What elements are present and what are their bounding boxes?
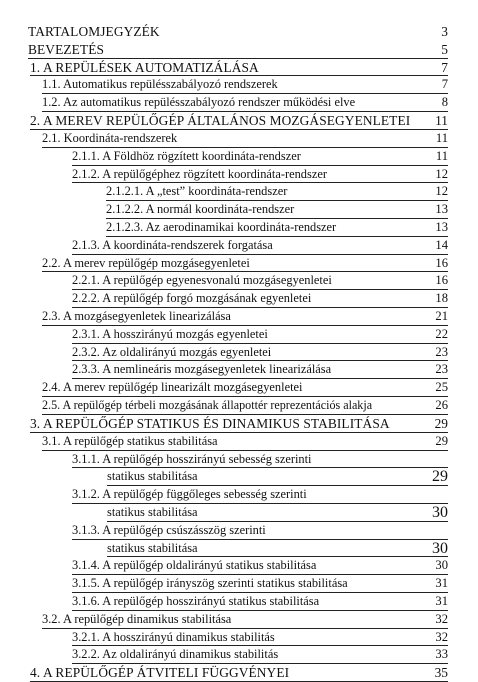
toc-entry	[0, 557, 478, 575]
toc-entry-title: BEVEZETÉS	[28, 41, 105, 57]
toc-entry-page: 16	[435, 273, 448, 288]
toc-entry	[0, 130, 478, 148]
toc-entry-page: 8	[441, 95, 448, 110]
toc-entry	[0, 41, 478, 59]
toc-entry-title: 2.1.3. A koordináta-rendszerek forgatása	[72, 237, 273, 252]
toc-entry-page: 5	[441, 41, 448, 57]
toc-entry-page: 7	[441, 59, 448, 75]
toc-entry-page: 29	[434, 415, 448, 431]
toc-entry	[0, 112, 478, 130]
toc-entry-title: 2.2.2. A repülőgép forgó mozgásának egyenletei	[72, 291, 312, 306]
toc-entry-title: 2.4. A merev repülőgép linearizált mozgásegyenletei	[42, 380, 303, 395]
toc-entry	[0, 23, 478, 41]
toc-entry-page: 16	[435, 255, 448, 270]
toc-entry-title: 3. A REPÜLŐGÉP STATIKUS ÉS DINAMIKUS STABILITÁSA	[30, 415, 390, 431]
toc-entry	[0, 664, 478, 682]
toc-entry	[0, 629, 478, 647]
toc-entry-page: 35	[434, 665, 448, 681]
toc-entry	[0, 183, 478, 201]
toc-entry-page: 22	[435, 326, 448, 341]
toc-entry-title: 2.1.2.2. A normál koordináta-rendszer	[106, 202, 295, 217]
toc-entry-title: statikus stabilitása	[107, 469, 198, 484]
toc-entry	[0, 593, 478, 611]
toc-entry-page: 11	[435, 130, 448, 145]
toc-entry-page: 21	[435, 309, 448, 323]
toc-entry	[0, 94, 478, 112]
toc-entry-continuation	[0, 504, 478, 522]
toc-entry-title: 2.3. A mozgásegyenletek linearizálása	[42, 309, 231, 323]
toc-entry-title: 3.1.3. A repülőgép csúszásszög szerinti	[72, 522, 266, 537]
toc-entry	[0, 272, 478, 290]
toc-entry-page: 29	[432, 468, 448, 486]
toc-entry	[0, 219, 478, 237]
toc-entry	[0, 397, 478, 415]
toc-entry	[0, 575, 478, 593]
toc-entry	[0, 379, 478, 397]
toc-entry-page: 13	[435, 219, 448, 234]
toc-entry	[0, 611, 478, 629]
table-of-contents	[0, 23, 478, 682]
toc-entry-title: statikus stabilitása	[107, 540, 198, 555]
toc-entry-page: 29	[435, 433, 448, 448]
toc-entry-page: 23	[435, 362, 448, 377]
toc-entry-page: 13	[435, 202, 448, 217]
toc-entry-page: 23	[435, 344, 448, 359]
toc-entry-title: 2.5. A repülőgép térbeli mozgásának állapottér reprezentációs alakja	[42, 398, 373, 413]
toc-entry-title: 1.1. Automatikus repülésszabályozó rendszerek	[42, 77, 278, 92]
toc-entry-title: 4. A REPÜLŐGÉP ÁTVITELI FÜGGVÉNYEI	[30, 665, 290, 681]
toc-entry-title: 2.1.2. A repülőgéphez rögzített koordináta-rendszer	[72, 166, 327, 181]
toc-entry-page: 32	[435, 629, 448, 644]
toc-entry-page: 11	[435, 148, 448, 163]
toc-entry-title: 3.1. A repülőgép statikus stabilitása	[42, 433, 218, 448]
toc-entry-title: 2.1.2.1. A „test” koordináta-rendszer	[106, 184, 288, 199]
toc-entry-page: 31	[435, 594, 448, 608]
toc-entry-page: 14	[435, 237, 448, 252]
toc-entry-page: 30	[435, 558, 448, 573]
toc-entry	[0, 646, 478, 664]
toc-entry	[0, 201, 478, 219]
toc-entry	[0, 344, 478, 362]
toc-entry-title: 2.3.2. Az oldalirányú mozgás egyenletei	[72, 344, 272, 359]
toc-entry-title: 3.1.6. A repülőgép hosszirányú statikus stabilitása	[72, 594, 320, 608]
toc-entry-page: 30	[432, 539, 448, 557]
toc-entry-title: 3.2.2. Az oldalirányú dinamikus stabilitás	[72, 647, 279, 662]
toc-entry	[0, 290, 478, 308]
toc-entry-title: 2.3.3. A nemlineáris mozgásegyenletek linearizálása	[72, 362, 332, 377]
toc-entry-page: 18	[435, 291, 448, 306]
toc-entry	[0, 76, 478, 94]
toc-entry-page: 30	[432, 503, 448, 521]
toc-entry-title: 2.2.1. A repülőgép egyenesvonalú mozgásegyenletei	[72, 273, 332, 288]
toc-entry	[0, 415, 478, 433]
toc-entry-page: 11	[435, 113, 448, 129]
toc-entry-title: 2.1.1. A Földhöz rögzített koordináta-rendszer	[72, 148, 301, 163]
toc-entry-page: 26	[435, 398, 448, 413]
toc-entry-title: 3.1.4. A repülőgép oldalirányú statikus stabilitása	[72, 558, 317, 573]
toc-entry-page: 32	[435, 611, 448, 626]
toc-entry-title: 2. A MEREV REPÜLŐGÉP ÁLTALÁNOS MOZGÁSEGYENLETEI	[30, 113, 411, 129]
toc-entry-title: statikus stabilitása	[107, 504, 198, 519]
toc-entry	[0, 433, 478, 451]
toc-entry-page: 3	[441, 24, 448, 39]
toc-entry-title: 3.2.1. A hosszirányú dinamikus stabilitás	[72, 629, 275, 644]
toc-entry-title: 3.1.5. A repülőgép irányszög szerinti statikus stabilitása	[72, 576, 348, 591]
toc-entry-page: 12	[435, 166, 448, 181]
toc-entry	[0, 59, 478, 77]
toc-entry-title: 3.1.2. A repülőgép függőleges sebesség szerinti	[72, 487, 307, 502]
toc-entry-continuation	[0, 468, 478, 486]
toc-entry	[0, 361, 478, 379]
toc-entry-title: 1. A REPÜLÉSEK AUTOMATIZÁLÁSA	[30, 59, 259, 75]
toc-entry	[0, 451, 478, 469]
toc-entry-page: 7	[441, 77, 448, 92]
toc-entry-title: 1.2. Az automatikus repülésszabályozó rendszer működési elve	[42, 95, 356, 110]
toc-entry-title: TARTALOMJEGYZÉK	[28, 24, 160, 39]
toc-entry-title: 2.1.2.3. Az aerodinamikai koordináta-rendszer	[106, 219, 337, 234]
toc-entry-title: 3.1.1. A repülőgép hosszirányú sebesség szerinti	[72, 451, 312, 466]
toc-entry	[0, 522, 478, 540]
toc-entry-title: 2.3.1. A hosszirányú mozgás egyenletei	[72, 326, 268, 341]
toc-entry-page: 33	[435, 647, 448, 662]
toc-entry-title: 2.1. Koordináta-rendszerek	[42, 130, 178, 145]
toc-entry-title: 2.2. A merev repülőgép mozgásegyenletei	[42, 255, 250, 270]
toc-entry	[0, 326, 478, 344]
toc-entry	[0, 148, 478, 166]
toc-entry-page: 25	[435, 380, 448, 395]
toc-entry-page: 31	[435, 576, 448, 591]
toc-entry	[0, 237, 478, 255]
toc-entry	[0, 166, 478, 184]
toc-entry	[0, 255, 478, 273]
toc-entry	[0, 308, 478, 326]
toc-entry-page: 12	[435, 184, 448, 199]
toc-entry	[0, 486, 478, 504]
toc-entry-title: 3.2. A repülőgép dinamikus stabilitása	[42, 611, 232, 626]
toc-entry-continuation	[0, 540, 478, 558]
